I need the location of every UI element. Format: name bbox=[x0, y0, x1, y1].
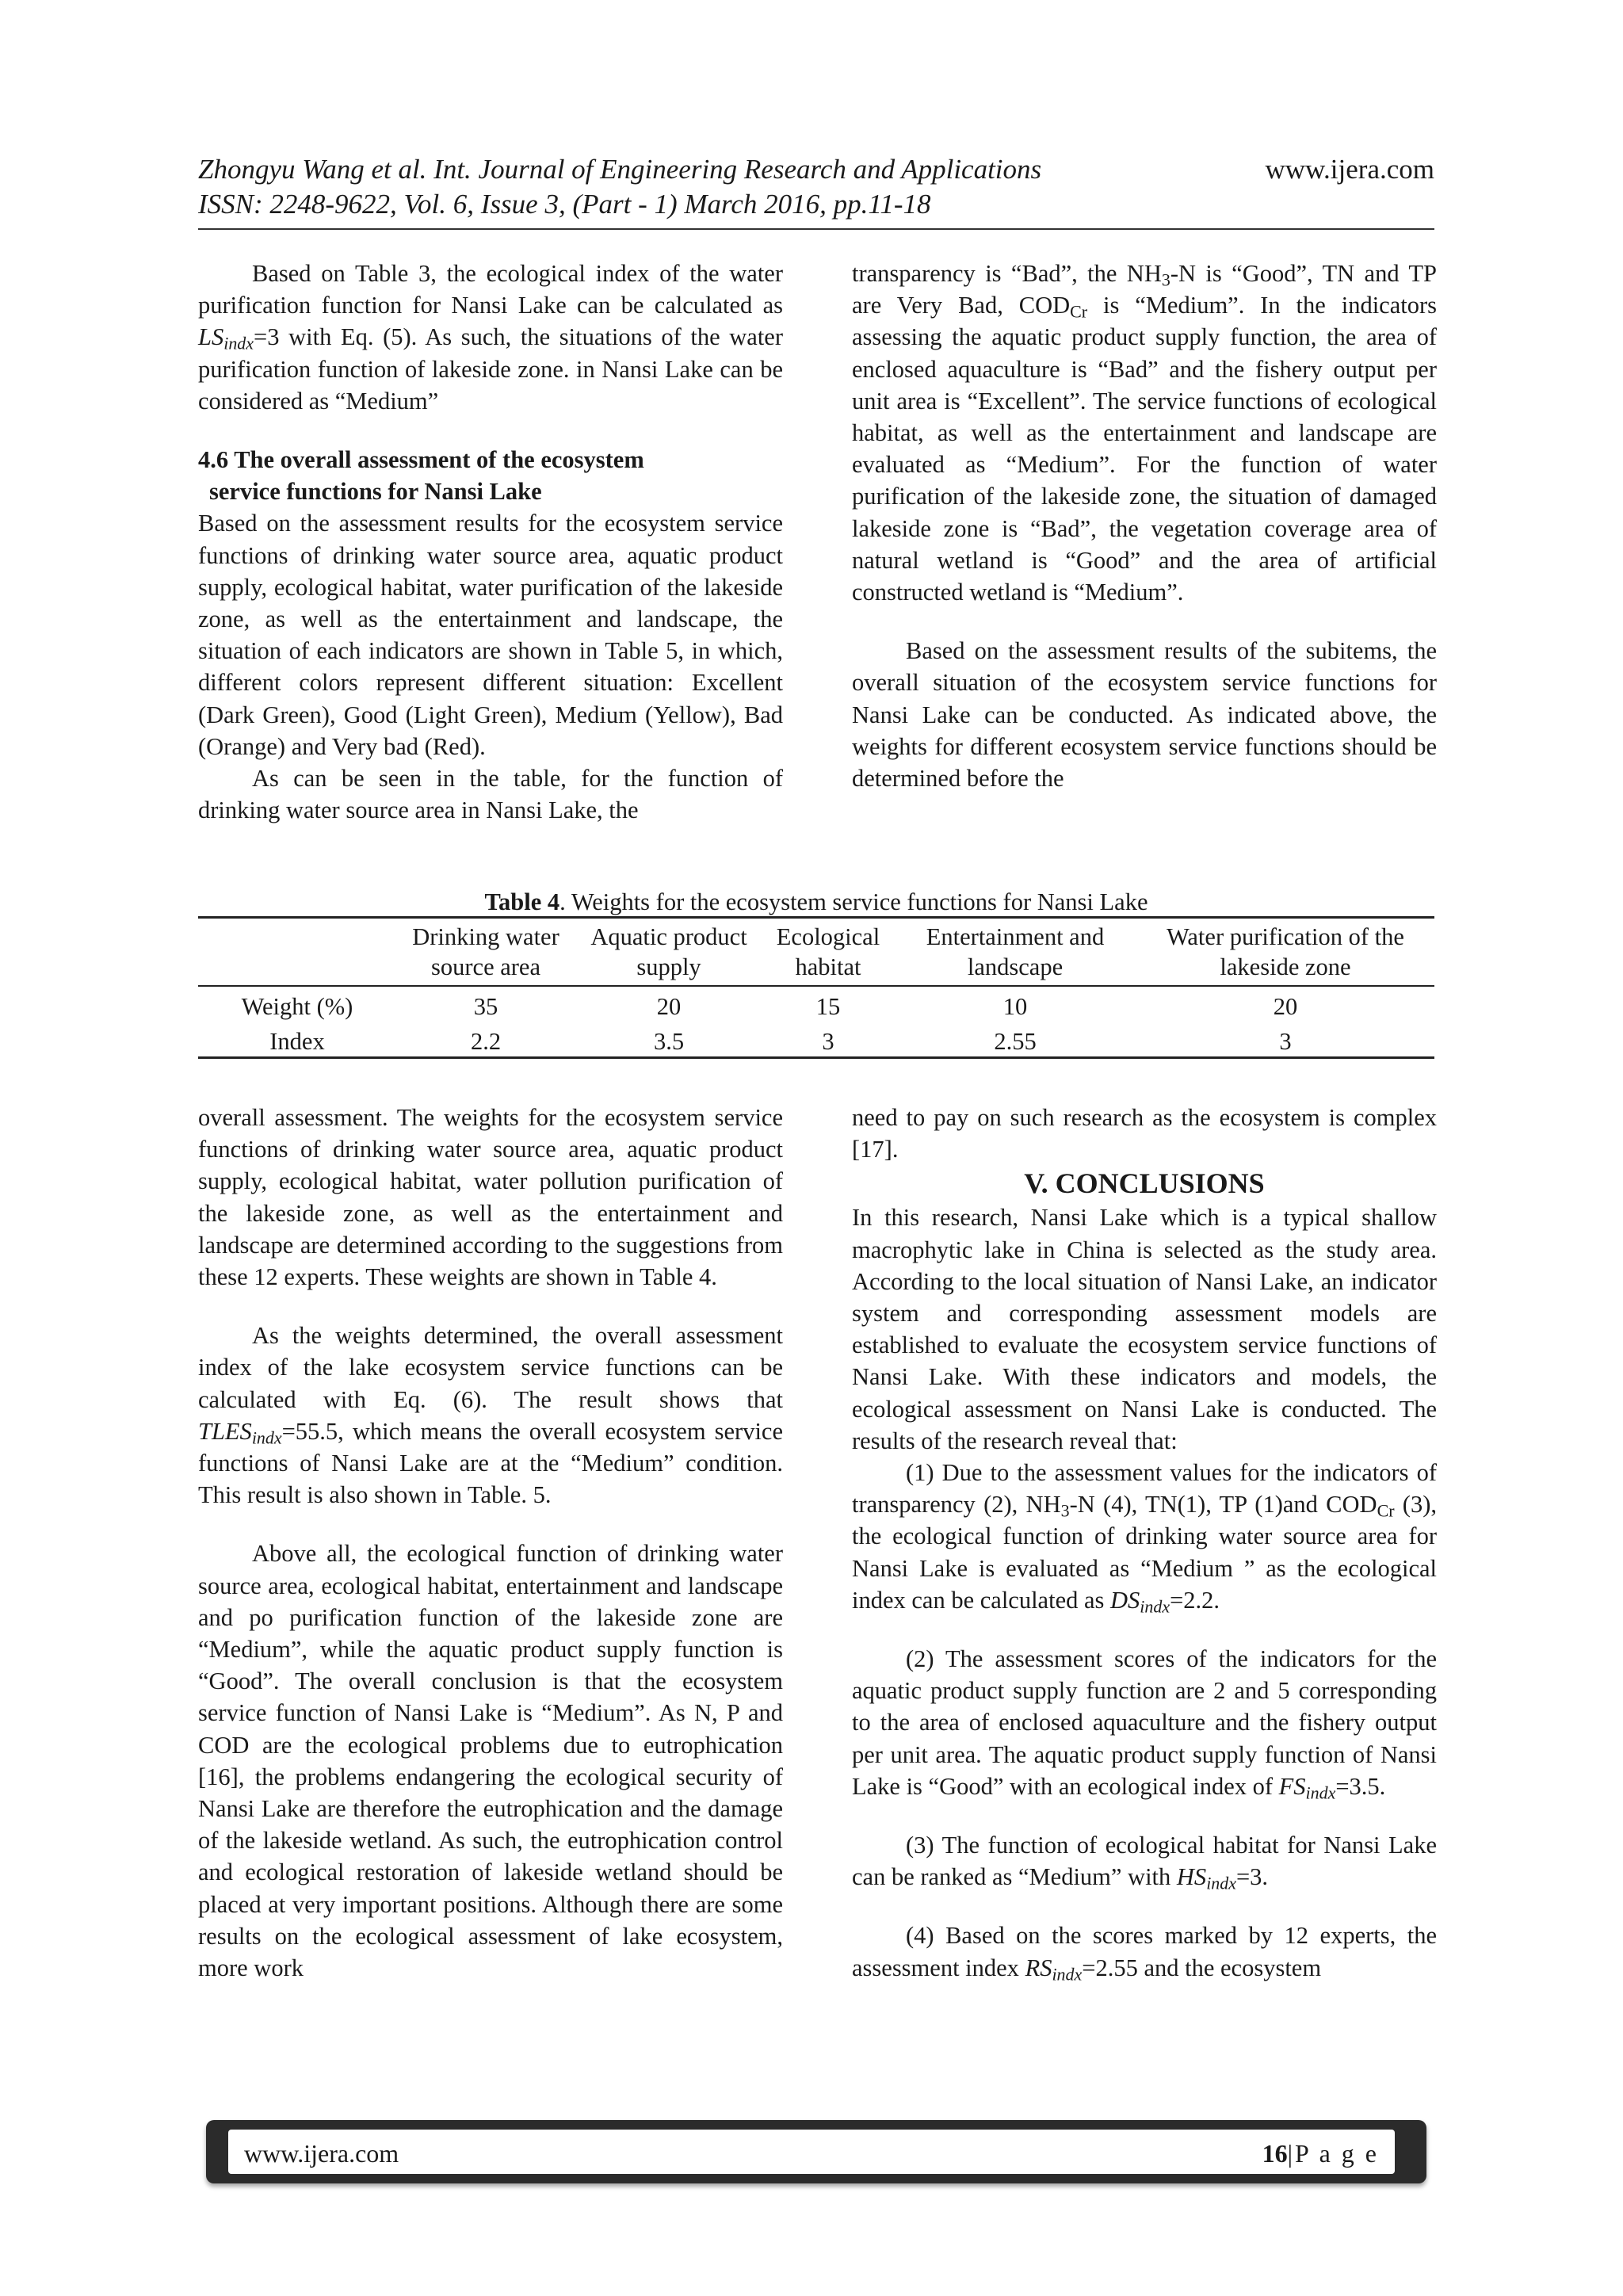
table-cell: 15 bbox=[815, 993, 841, 1020]
running-header bbox=[198, 152, 1434, 222]
table-cell: 3.5 bbox=[575, 1026, 762, 1058]
table-cell: 2.2 bbox=[396, 1026, 575, 1058]
table-cell: 3 bbox=[762, 1026, 894, 1058]
table-header-row bbox=[198, 918, 1434, 987]
footer-panel bbox=[228, 2130, 1395, 2174]
footer-website: www.ijera.com bbox=[244, 2139, 399, 2168]
left-column-top bbox=[198, 258, 783, 826]
left-column-bottom bbox=[198, 1102, 783, 1984]
table-header-cell: Ecological habitat bbox=[762, 918, 894, 987]
paragraph: Above all, the ecological function of drinking water source area, ecological habitat, entertainment and landscape and po purification function of the lakeside zone are “Medium”, while the aquatic product supply function is “Good”. The overall conclusion is that the ecosystem service function of Nansi Lake is “Medium”. As N, P and COD are the ecological problems due to eutrophication [16], the problems endangering the ecological security of Nansi Lake are therefore the eutrophication and the damage of the lakeside wetland. As such, the eutrophication control and ecological restoration of lakeside wetland should be placed at very important positions. Although there are some results on the ecological assessment of lake ecosystem, more work bbox=[198, 1540, 783, 1982]
right-column-bottom bbox=[852, 1102, 1437, 1984]
section-heading: 4.6 The overall assessment of the ecosystem service functions for Nansi Lake bbox=[198, 446, 644, 506]
right-column-top bbox=[852, 258, 1437, 794]
table-row bbox=[198, 1026, 1434, 1058]
table-row-label: Weight (%) bbox=[241, 993, 353, 1020]
conclusion-item-4: (4) Based on the scores marked by 12 experts, the assessment index $RS_{indx}=2.55$ and the ecosystem bbox=[852, 1922, 1437, 1985]
page-footer bbox=[206, 2120, 1426, 2183]
paragraph: Based on the assessment results for the ecosystem service functions of drinking water source area, aquatic product supply, ecological habitat, water purification of the lakeside zone, as well as the entertainment and landscape, the situation of each indicators are shown in Table 5, in which, different colors represent different situation: Excellent (Dark Green), Good (Light Green), Medium (Yellow), Bad (Orange) and Very bad (Red). bbox=[198, 510, 783, 760]
table-cell: 3 bbox=[1136, 1026, 1434, 1058]
page-number: 16|P a g e bbox=[1262, 2139, 1379, 2168]
table-cell: 10 bbox=[1002, 993, 1028, 1020]
table-cell: 20 bbox=[656, 993, 682, 1020]
table-header-cell: Water purification of the lakeside zone bbox=[1136, 918, 1434, 987]
table-row bbox=[198, 986, 1434, 1026]
table-header-cell: Entertainment and landscape bbox=[894, 918, 1136, 987]
paragraph: As can be seen in the table, for the function of drinking water source area in Nansi Lake, the bbox=[198, 765, 783, 824]
table-header-cell: Drinking water source area bbox=[396, 918, 575, 987]
paragraph: Based on the assessment results of the subitems, the overall situation of the ecosystem service functions for Nansi Lake can be conducted. As indicated above, the weights for different ecosystem service functions should be determined before the bbox=[852, 637, 1437, 793]
table-cell: 35 bbox=[473, 993, 498, 1020]
conclusion-item-1: (1) Due to the assessment values for the indicators of transparency (2), $NH_3-N$ (4), TN(1), TP (1)and $COD_{Cr}$ (3), the ecological function of drinking water source area for Nansi Lake is evaluated as “Medium ” as the ecological index can be calculated as $DS_{indx}=2.2$. bbox=[852, 1459, 1437, 1617]
table-cell: 2.55 bbox=[894, 1026, 1136, 1058]
paragraph: overall assessment. The weights for the ecosystem service functions of drinking water source area, aquatic product supply, ecological habitat, water pollution purification of the lakeside zone, as well as the entertainment and landscape are determined according to the suggestions from these 12 experts. These weights are shown in Table 4. bbox=[198, 1104, 783, 1291]
conclusions-heading: V. CONCLUSIONS bbox=[1024, 1167, 1265, 1200]
paragraph: In this research, Nansi Lake which is a typical shallow macrophytic lake in China is selected as the study area. According to the local situation of Nansi Lake, an indicator system and corresponding assessment models are established to evaluate the ecosystem service functions of Nansi Lake. With these indicators and models, the ecological assessment on Nansi Lake is conducted. The results of the research reveal that: bbox=[852, 1204, 1437, 1454]
conclusion-item-2: (2) The assessment scores of the indicators for the aquatic product supply function are 2 and 5 corresponding to the area of enclosed aquaculture and the fishery output per unit area. The aquatic product supply function of Nansi Lake is “Good” with an ecological index of $FS_{indx}=3.5$. bbox=[852, 1645, 1437, 1803]
journal-citation-line: Zhongyu Wang et al. Int. Journal of Engineering Research and Applications bbox=[198, 154, 1042, 185]
table-header-cell bbox=[198, 918, 396, 987]
issn-line: ISSN: 2248-9622, Vol. 6, Issue 3, (Part - 1) March 2016, pp.11-18 bbox=[198, 189, 931, 220]
table-caption: Table 4. Weights for the ecosystem service functions for Nansi Lake bbox=[484, 888, 1148, 915]
table-cell: 20 bbox=[1273, 993, 1298, 1020]
table-header-cell: Aquatic product supply bbox=[575, 918, 762, 987]
table-row-label: Index bbox=[198, 1026, 396, 1058]
paragraph: transparency is “Bad”, the $NH_3-N$ is “Good”, TN and TP are Very Bad, $COD_{Cr}$ is “Medium”. In the indicators assessing the aquatic product supply function, the area of enclosed aquaculture is “Bad” and the fishery output per unit area is “Excellent”. The service functions of ecological habitat, as well as the entertainment and landscape are evaluated as “Medium”. For the function of water purification of the lakeside zone, the situation of damaged lakeside zone is “Bad”, the vegetation coverage area of natural wetland is “Good” and the area of artificial constructed wetland is “Medium”. bbox=[852, 260, 1438, 606]
conclusion-item-3: (3) The function of ecological habitat for Nansi Lake can be ranked as “Medium” with $HS_{indx}=3$. bbox=[852, 1832, 1437, 1893]
journal-website: www.ijera.com bbox=[1265, 154, 1434, 185]
paragraph: As the weights determined, the overall assessment index of the lake ecosystem service functions can be calculated with Eq. (6). The result shows that $TLES_{indx}=55.5$, which means the overall ecosystem service functions of Nansi Lake are at the “Medium” condition. This result is also shown in Table. 5. bbox=[198, 1322, 783, 1509]
header-rule bbox=[198, 228, 1434, 230]
paragraph: need to pay on such research as the ecosystem is complex [17]. bbox=[852, 1104, 1437, 1163]
weights-table bbox=[198, 916, 1434, 1059]
paragraph: Based on Table 3, the ecological index of the water purification function for Nansi Lake can be calculated as $LS_{indx}=3$ with Eq. (5). As such, the situations of the water purification function of lakeside zone. in Nansi Lake can be considered as “Medium” bbox=[198, 260, 783, 415]
